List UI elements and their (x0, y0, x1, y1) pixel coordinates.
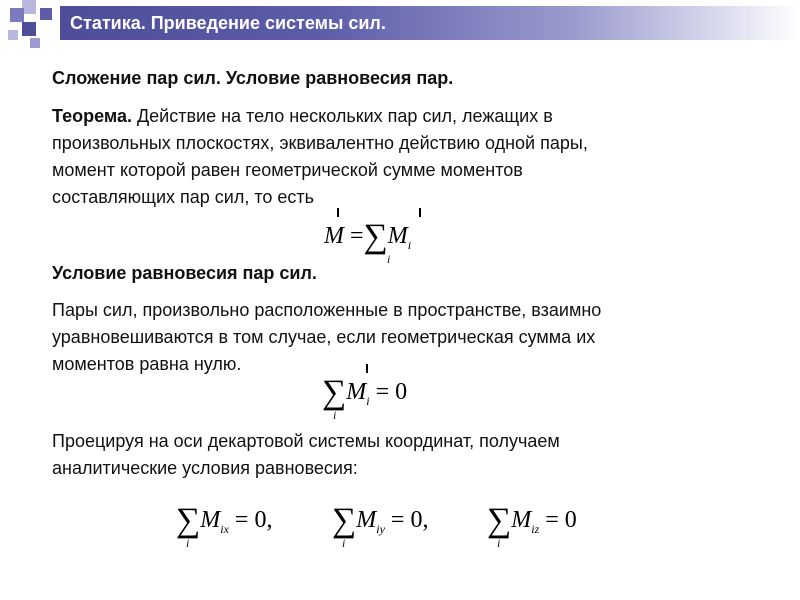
decor-square (8, 30, 18, 40)
text-line: аналитические условия равновесия: (52, 458, 358, 478)
formula-subscript: i (407, 238, 412, 252)
formula-subscript: iz (531, 522, 540, 536)
formula-subscript: ix (220, 522, 229, 536)
theorem-label: Теорема. (52, 106, 132, 126)
text-line: произвольных плоскостях, эквивалентно действию одной пары, (52, 133, 588, 153)
decor-square (22, 0, 36, 14)
formula-term: M (200, 507, 221, 533)
sum-index: i (186, 536, 190, 550)
formula-term: M (346, 379, 367, 405)
formula-subscript: i (366, 394, 370, 408)
formula-projection-z (487, 498, 577, 539)
formula-rhs: = 0, (390, 507, 429, 533)
text-line: момент которой равен геометрической сумме моментов (52, 160, 523, 180)
sum-index: i (387, 252, 391, 266)
formula-term: M (324, 223, 344, 249)
text-line: составляющих пар сил, то есть (52, 187, 315, 207)
formula-rhs: = 0 (545, 507, 577, 533)
sum-symbol: ∑ (363, 218, 388, 255)
decor-square (22, 22, 36, 36)
text-line: Действие на тело нескольких пар сил, лежащих в (131, 106, 553, 126)
formula-equilibrium (322, 370, 408, 411)
decor-square (30, 38, 40, 48)
text-line: Проецируя на оси декартовой системы координат, получаем (52, 431, 560, 451)
formula-projection-x (176, 498, 273, 539)
text-line: Пары сил, произвольно расположенные в пространстве, взаимно (52, 300, 602, 320)
sum-index: i (497, 536, 501, 550)
formula-rhs: = 0 (375, 379, 408, 405)
sum-symbol: ∑ (332, 502, 357, 539)
formula-moment-sum (324, 214, 412, 255)
formula-term: M (387, 223, 408, 249)
decor-square (10, 8, 24, 22)
decor-square (40, 8, 52, 20)
sum-symbol: ∑ (487, 502, 512, 539)
sum-index: i (342, 536, 346, 550)
text-line: уравновешиваются в том случае, если геометрическая сумма их (52, 327, 596, 347)
formula-term: M (511, 507, 532, 533)
formula-equals: = (350, 223, 364, 249)
section-heading: Сложение пар сил. Условие равновесия пар. (52, 68, 454, 88)
formula-rhs: = 0, (234, 507, 273, 533)
vector-mark (419, 208, 421, 217)
sum-symbol: ∑ (322, 374, 347, 411)
formula-projection-y (332, 498, 429, 539)
sum-symbol: ∑ (176, 502, 201, 539)
formula-term: M (356, 507, 377, 533)
theorem-line (52, 103, 553, 130)
formula-subscript: iy (376, 522, 385, 536)
sum-index: i (333, 408, 337, 422)
section-heading: Условие равновесия пар сил. (52, 263, 317, 283)
text-line: моментов равна нулю. (52, 354, 242, 374)
slide-title: Статика. Приведение системы сил. (70, 13, 386, 33)
